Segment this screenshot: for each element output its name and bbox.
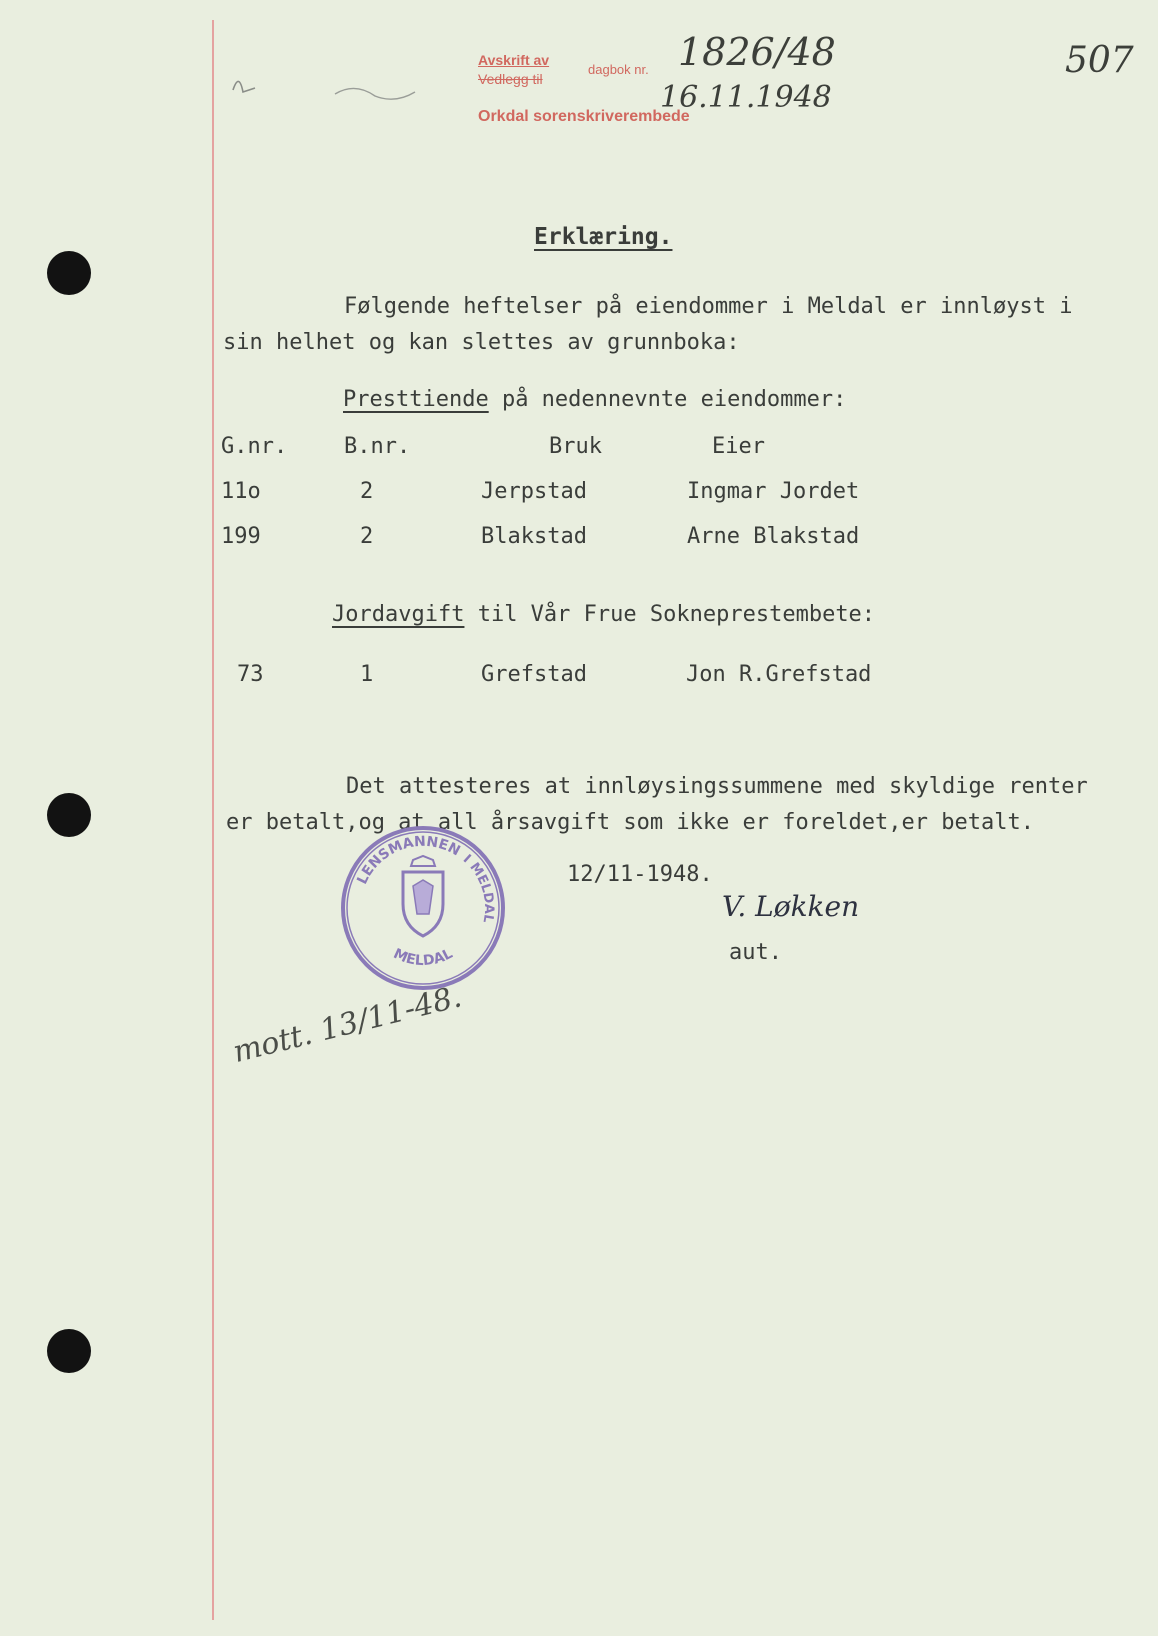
margin-line bbox=[212, 20, 214, 1620]
dagbok-number: 1826/48 bbox=[678, 30, 836, 74]
section1-heading-line bbox=[343, 387, 846, 412]
row2-gnr: 199 bbox=[221, 524, 261, 549]
row2-bnr: 2 bbox=[360, 524, 374, 549]
stamp-line2: Vedlegg til bbox=[478, 71, 543, 87]
section2-heading: Jordavgift bbox=[332, 602, 465, 627]
row3-bnr: 1 bbox=[360, 662, 374, 687]
row1-bruk: Jerpstad bbox=[481, 479, 587, 504]
punch-hole-2 bbox=[47, 793, 91, 837]
intro-line-1: Følgende heftelser på eiendommer i Meldal er innløyst i bbox=[344, 294, 1073, 319]
attest-line-1: Det attesteres at innløysingssummene med skyldige renter bbox=[346, 774, 1088, 799]
seal-text-bottom: MELDAL bbox=[390, 945, 456, 970]
row3-bruk: Grefstad bbox=[481, 662, 587, 687]
section2-heading-line bbox=[332, 602, 875, 627]
pencil-marks bbox=[225, 52, 425, 112]
row1-bnr: 2 bbox=[360, 479, 374, 504]
seal-text-top: LENSMANNEN bbox=[354, 833, 463, 887]
attest-line-2: er betalt,og at all årsavgift som ikke er foreldet,er betalt. bbox=[226, 810, 1034, 835]
stamp-dagbok-label: dagbok nr. bbox=[588, 62, 649, 77]
row2-eier: Arne Blakstad bbox=[687, 524, 860, 549]
stamp-date: 16.11.1948 bbox=[660, 80, 832, 115]
row1-gnr: 11o bbox=[221, 479, 261, 504]
row2-bruk: Blakstad bbox=[481, 524, 587, 549]
punch-hole-1 bbox=[47, 251, 91, 295]
signature-title: aut. bbox=[729, 940, 782, 965]
row1-eier: Ingmar Jordet bbox=[687, 479, 860, 504]
section1-rest: på nedennevnte eiendommer: bbox=[488, 387, 847, 412]
row3-gnr: 73 bbox=[237, 662, 264, 687]
section1-heading: Presttiende bbox=[343, 387, 489, 412]
header-eier: Eier bbox=[712, 434, 765, 459]
section2-rest: til Vår Frue Sokneprestembete: bbox=[464, 602, 876, 627]
header-bruk: Bruk bbox=[549, 434, 602, 459]
intro-line-2: sin helhet og kan slettes av grunnboka: bbox=[223, 330, 740, 355]
punch-hole-3 bbox=[47, 1329, 91, 1373]
row3-eier: Jon R.Grefstad bbox=[686, 662, 872, 687]
handwritten-note: mott. 13/11-48. bbox=[229, 979, 466, 1070]
stamp-line3: Orkdal sorenskriverembede bbox=[478, 108, 690, 125]
document-title: Erklæring. bbox=[534, 224, 673, 250]
page-number: 507 bbox=[1065, 40, 1134, 81]
signature: V. Løkken bbox=[722, 890, 860, 923]
lensmann-seal bbox=[337, 822, 509, 994]
seal-text-right: I MELDAL bbox=[459, 851, 497, 924]
coat-of-arms-icon bbox=[403, 856, 443, 936]
header-gnr: G.nr. bbox=[221, 434, 288, 459]
stamp-line1: Avskrift av bbox=[478, 52, 550, 68]
sign-date: 12/11-1948. bbox=[567, 862, 713, 887]
header-bnr: B.nr. bbox=[344, 434, 411, 459]
